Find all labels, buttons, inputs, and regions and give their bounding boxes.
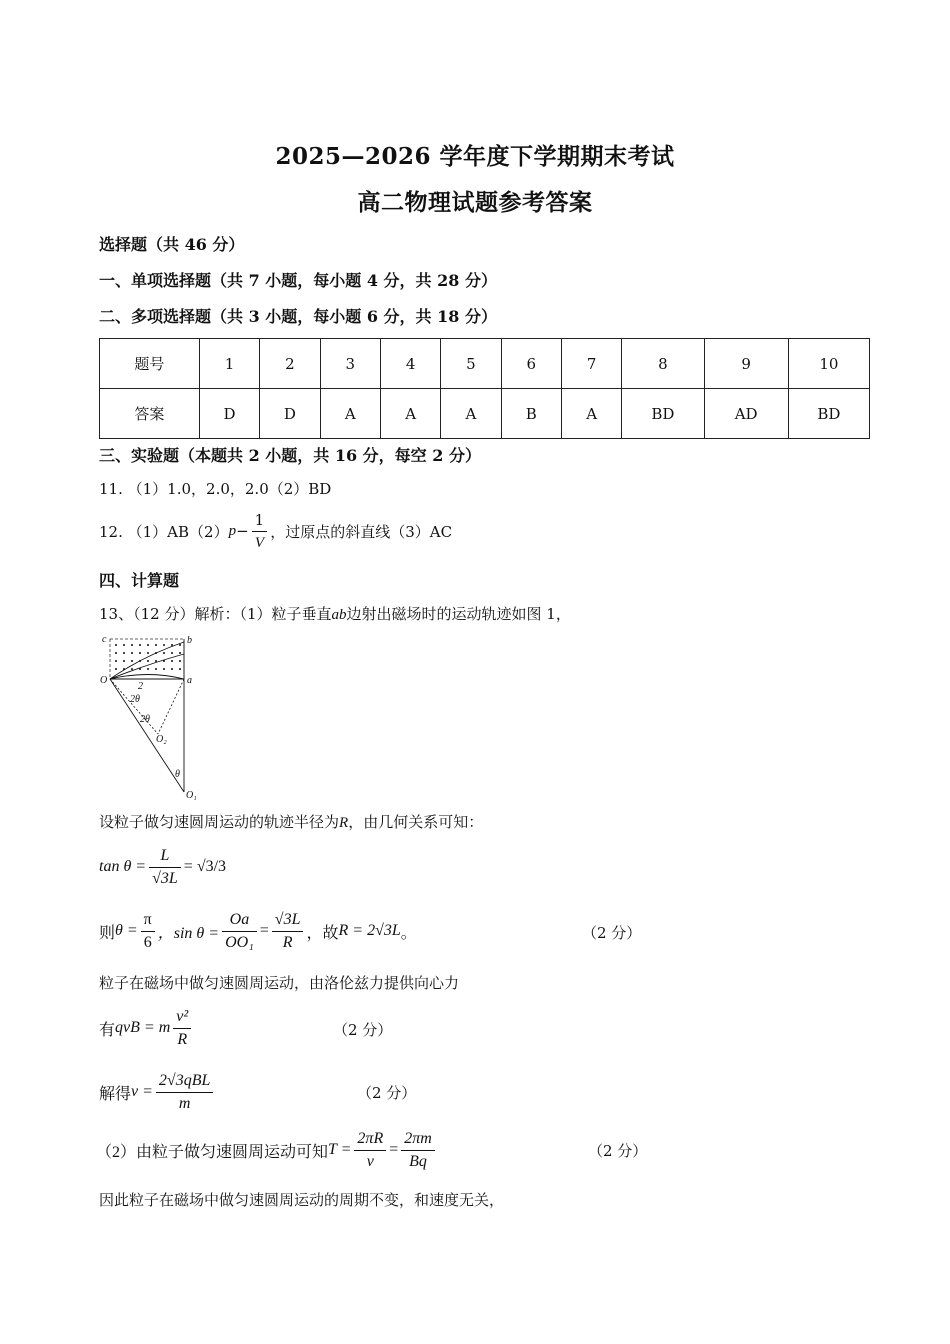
so-text: ，故 <box>306 924 339 942</box>
radius-R: R <box>339 815 349 831</box>
conclusion: 因此粒子在磁场中做匀速圆周运动的周期不变，和速度无关， <box>99 1191 505 1209</box>
oo1: OO₁ <box>225 933 254 951</box>
force-equation <box>99 1003 194 1053</box>
exam-title: 2025—2026 学年度下学期期末考试 <box>275 143 675 170</box>
label-2theta-b: 2θ <box>140 714 150 725</box>
segment-OO1 <box>110 679 184 792</box>
v-num: 2√3qBL <box>156 1070 213 1093</box>
pi: π <box>141 909 155 932</box>
table-cell: D <box>199 389 259 439</box>
label-O: O <box>100 675 108 686</box>
q12-fraction <box>252 509 268 554</box>
label-O1: O₁ <box>186 790 197 801</box>
tan-num: L <box>149 845 181 868</box>
table-cell: 1 <box>199 339 259 389</box>
t-eq: T = <box>328 1141 352 1158</box>
table-cell: A <box>441 389 501 439</box>
r3l: √3L <box>272 909 304 932</box>
oa: Oa <box>222 909 257 932</box>
table-cell: 10 <box>788 339 869 389</box>
v2: v² <box>173 1006 191 1029</box>
q13-intro-end: 边射出磁场时的运动轨迹如图 1， <box>346 605 571 623</box>
period: 。 <box>400 924 417 942</box>
table-cell: AD <box>704 389 788 439</box>
section-calc: 四、计算题 <box>99 571 180 590</box>
label-theta: θ <box>175 769 180 780</box>
have-text: 有 <box>99 1021 116 1039</box>
sin-fraction <box>222 909 257 954</box>
q12-minus: − <box>236 522 249 540</box>
equals-2: = <box>389 1141 399 1158</box>
force-fraction <box>173 1006 191 1051</box>
label-2theta-a: 2θ <box>130 694 140 705</box>
sin-lhs: ，sin θ = <box>157 924 220 942</box>
six: 6 <box>143 933 152 951</box>
answer-table <box>99 338 870 439</box>
table-cell: 5 <box>441 339 501 389</box>
q13-ab: ab <box>331 607 347 623</box>
force-den: R <box>177 1030 188 1048</box>
t-den1: v <box>366 1152 374 1170</box>
row-label: 题号 <box>100 339 200 389</box>
r-result: R = 2√3L <box>338 922 401 939</box>
score-3: （2 分） <box>357 1084 417 1102</box>
segment-OO2 <box>110 679 158 734</box>
solve-text: 解得 <box>99 1085 132 1103</box>
table-cell: D <box>260 389 320 439</box>
period-fraction-1 <box>354 1128 386 1173</box>
table-cell: 9 <box>704 339 788 389</box>
tan-fraction <box>149 845 181 890</box>
table-cell: 6 <box>501 339 561 389</box>
row-label: 答案 <box>100 389 200 439</box>
theta-equation <box>99 905 417 957</box>
label-c: c <box>102 634 107 645</box>
table-cell: BD <box>788 389 869 439</box>
section-experiment: 三、实验题（本题共 2 小题，共 16 分，每空 2 分） <box>99 446 481 465</box>
section-single-choice: 一、单项选择题（共 7 小题，每小题 4 分，共 28 分） <box>99 271 497 290</box>
table-cell: 8 <box>622 339 704 389</box>
q12-p: p <box>228 522 237 539</box>
label-two: 2 <box>138 681 143 692</box>
section-choice: 选择题（共 46 分） <box>99 235 245 254</box>
tan-lhs: tan θ = <box>99 858 147 875</box>
then-text: 则 <box>99 924 116 942</box>
tan-den: √3L <box>152 869 178 887</box>
theta-fraction <box>141 909 155 954</box>
trajectory-figure <box>98 634 208 802</box>
label-b: b <box>187 635 192 646</box>
r3l-fraction <box>272 909 304 954</box>
q12-den: V <box>254 534 265 551</box>
t-den2: Bq <box>409 1152 427 1170</box>
table-row-numbers <box>100 339 870 389</box>
part2-text: （2）由粒子做匀速圆周运动可知 <box>96 1143 329 1161</box>
theta-eq: θ = <box>115 922 138 939</box>
table-cell: A <box>561 389 621 439</box>
velocity-fraction <box>156 1070 213 1115</box>
label-a: a <box>187 675 192 686</box>
table-cell: A <box>380 389 440 439</box>
equals: = <box>259 922 269 939</box>
exam-subtitle: 高二物理试题参考答案 <box>357 189 593 216</box>
table-cell: 3 <box>320 339 380 389</box>
table-row-answers <box>100 389 870 439</box>
v-eq: v = <box>131 1083 153 1100</box>
velocity-equation <box>99 1066 216 1118</box>
trajectory-arc-1 <box>110 642 184 679</box>
answer-q11: 11. （1）1.0，2.0，2.0（2）BD <box>99 480 332 498</box>
score-1: （2 分） <box>582 924 642 942</box>
q13-intro <box>99 603 571 624</box>
answer-q12 <box>99 508 452 554</box>
tan-rhs: = √3/3 <box>183 858 227 875</box>
section-multi-choice: 二、多项选择题（共 3 小题，每小题 6 分，共 18 分） <box>99 307 497 326</box>
table-cell: 4 <box>380 339 440 389</box>
table-cell: BD <box>622 389 704 439</box>
table-cell: 2 <box>260 339 320 389</box>
t-num2: 2πm <box>401 1128 435 1151</box>
q12-prefix: 12. （1）AB（2） <box>99 522 229 541</box>
tan-equation <box>99 842 226 892</box>
radius-statement <box>99 811 483 832</box>
t-num1: 2πR <box>354 1128 386 1151</box>
score-2: （2 分） <box>333 1021 393 1039</box>
q12-suffix: ，过原点的斜直线（3）AC <box>270 522 453 541</box>
r-den: R <box>282 933 293 951</box>
segment-aO2 <box>158 679 184 734</box>
label-O2: O₂ <box>156 734 167 745</box>
period-fraction-2 <box>401 1128 435 1173</box>
q13-intro-text: 13、（12 分）解析：（1）粒子垂直 <box>99 605 332 623</box>
table-cell: B <box>501 389 561 439</box>
period-equation <box>96 1124 438 1176</box>
table-cell: A <box>320 389 380 439</box>
table-cell: 7 <box>561 339 621 389</box>
q12-num: 1 <box>252 509 268 532</box>
lorentz-statement: 粒子在磁场中做匀速圆周运动，由洛伦兹力提供向心力 <box>99 974 460 992</box>
score-4: （2 分） <box>588 1142 648 1160</box>
qvb: qvB = m <box>115 1019 171 1036</box>
radius-end: ，由几何关系可知： <box>348 813 484 831</box>
v-den: m <box>178 1094 191 1112</box>
radius-text: 设粒子做匀速圆周运动的轨迹半径为 <box>99 813 340 831</box>
